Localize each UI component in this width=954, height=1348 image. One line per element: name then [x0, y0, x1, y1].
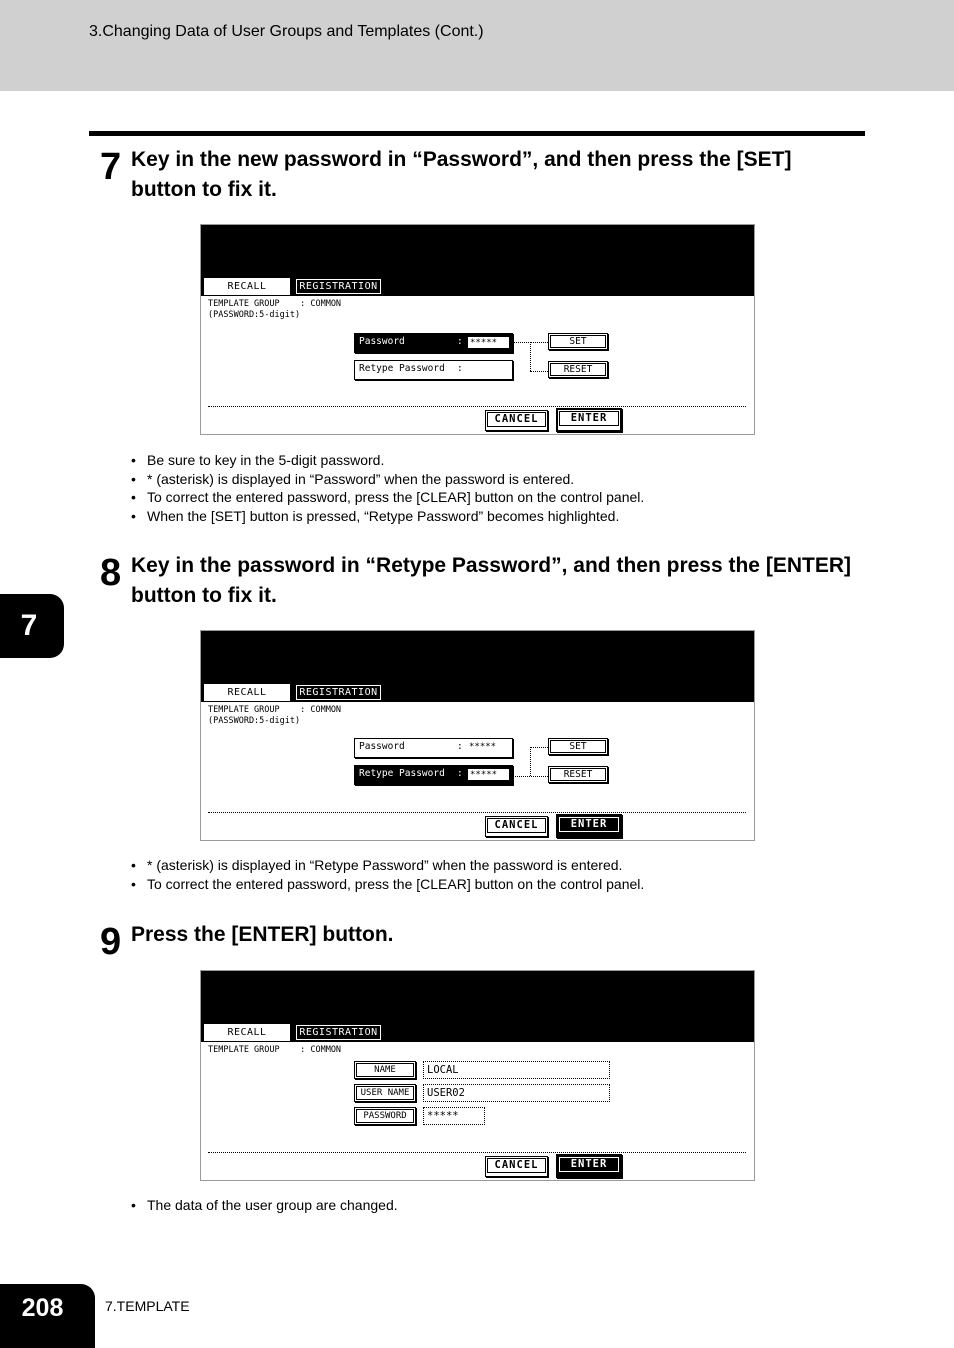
password-value: ***** [423, 1107, 485, 1125]
connector [530, 747, 548, 748]
page-number: 208 [0, 1284, 95, 1348]
user-name-button[interactable]: USER NAME [354, 1084, 416, 1102]
notes-step-9 [131, 1196, 398, 1215]
registration-tab[interactable]: REGISTRATION [294, 277, 383, 296]
notes-step-8 [131, 856, 644, 893]
password-button[interactable]: PASSWORD [354, 1107, 416, 1125]
note: • * (asterisk) is displayed in “Password” when the password is entered. [131, 470, 644, 489]
cancel-button[interactable]: CANCEL [485, 1156, 548, 1177]
note: • When the [SET] button is pressed, “Retype Password” becomes highlighted. [131, 507, 644, 526]
note: • * (asterisk) is displayed in “Retype Password” when the password is entered. [131, 856, 644, 875]
connector [530, 342, 531, 371]
note: • To correct the entered password, press the [CLEAR] button on the control panel. [131, 488, 644, 507]
divider [208, 406, 746, 407]
header-band [0, 0, 954, 91]
set-button[interactable]: SET [548, 333, 608, 350]
running-header: 3.Changing Data of User Groups and Templates (Cont.) [89, 23, 484, 40]
retype-password-field[interactable]: Retype Password : [354, 360, 513, 380]
enter-button[interactable]: ENTER [556, 814, 622, 838]
screen-step-8 [200, 630, 755, 841]
password-value: ***** [467, 336, 510, 349]
screen-step-9 [200, 970, 755, 1181]
password-field[interactable]: Password : ***** [354, 738, 513, 758]
cancel-button[interactable]: CANCEL [485, 410, 548, 431]
screen-step-7 [200, 224, 755, 435]
user-name-value: USER02 [423, 1084, 610, 1102]
recall-tab[interactable]: RECALL [203, 277, 291, 296]
template-group-info: TEMPLATE GROUP : COMMON (PASSWORD:5-digit) [208, 705, 342, 726]
password-field[interactable]: Password : ***** [354, 333, 513, 353]
name-value: LOCAL [423, 1061, 610, 1079]
notes-step-7 [131, 451, 644, 525]
recall-tab[interactable]: RECALL [203, 1023, 291, 1042]
top-rule [89, 131, 865, 136]
recall-tab[interactable]: RECALL [203, 683, 291, 702]
connector [530, 342, 548, 343]
reset-button[interactable]: RESET [548, 766, 608, 783]
step-title-9: Press the [ENTER] button. [131, 923, 394, 946]
step-number-8: 8 [100, 552, 122, 594]
note: • Be sure to key in the 5-digit password. [131, 451, 644, 470]
divider [208, 1152, 746, 1153]
registration-tab[interactable]: REGISTRATION [294, 1023, 383, 1042]
name-button[interactable]: NAME [354, 1061, 416, 1079]
step-title-8: Key in the password in “Retype Password”, and then press the [ENTER] button to fix it. [131, 554, 851, 607]
template-group-info: TEMPLATE GROUP : COMMON [208, 1045, 342, 1055]
note: • The data of the user group are changed. [131, 1196, 398, 1215]
connector [513, 776, 548, 777]
connector [530, 747, 531, 776]
connector [513, 342, 531, 343]
reset-button[interactable]: RESET [548, 361, 608, 378]
enter-button[interactable]: ENTER [556, 408, 622, 432]
retype-password-field[interactable]: Retype Password : ***** [354, 765, 513, 785]
connector [530, 371, 548, 372]
note: • To correct the entered password, press the [CLEAR] button on the control panel. [131, 875, 644, 894]
registration-tab[interactable]: REGISTRATION [294, 683, 383, 702]
divider [208, 812, 746, 813]
step-number-9: 9 [100, 921, 122, 963]
retype-password-value: ***** [467, 768, 510, 781]
set-button[interactable]: SET [548, 738, 608, 755]
template-group-info: TEMPLATE GROUP : COMMON (PASSWORD:5-digit) [208, 299, 342, 320]
cancel-button[interactable]: CANCEL [485, 816, 548, 837]
step-title-7: Key in the new password in “Password”, and then press the [SET] button to fix it. [131, 148, 792, 201]
chapter-tab: 7 [0, 594, 64, 658]
step-number-7: 7 [100, 146, 122, 188]
enter-button[interactable]: ENTER [556, 1154, 622, 1178]
password-value: ***** [467, 741, 510, 754]
footer-section: 7.TEMPLATE [105, 1298, 190, 1314]
